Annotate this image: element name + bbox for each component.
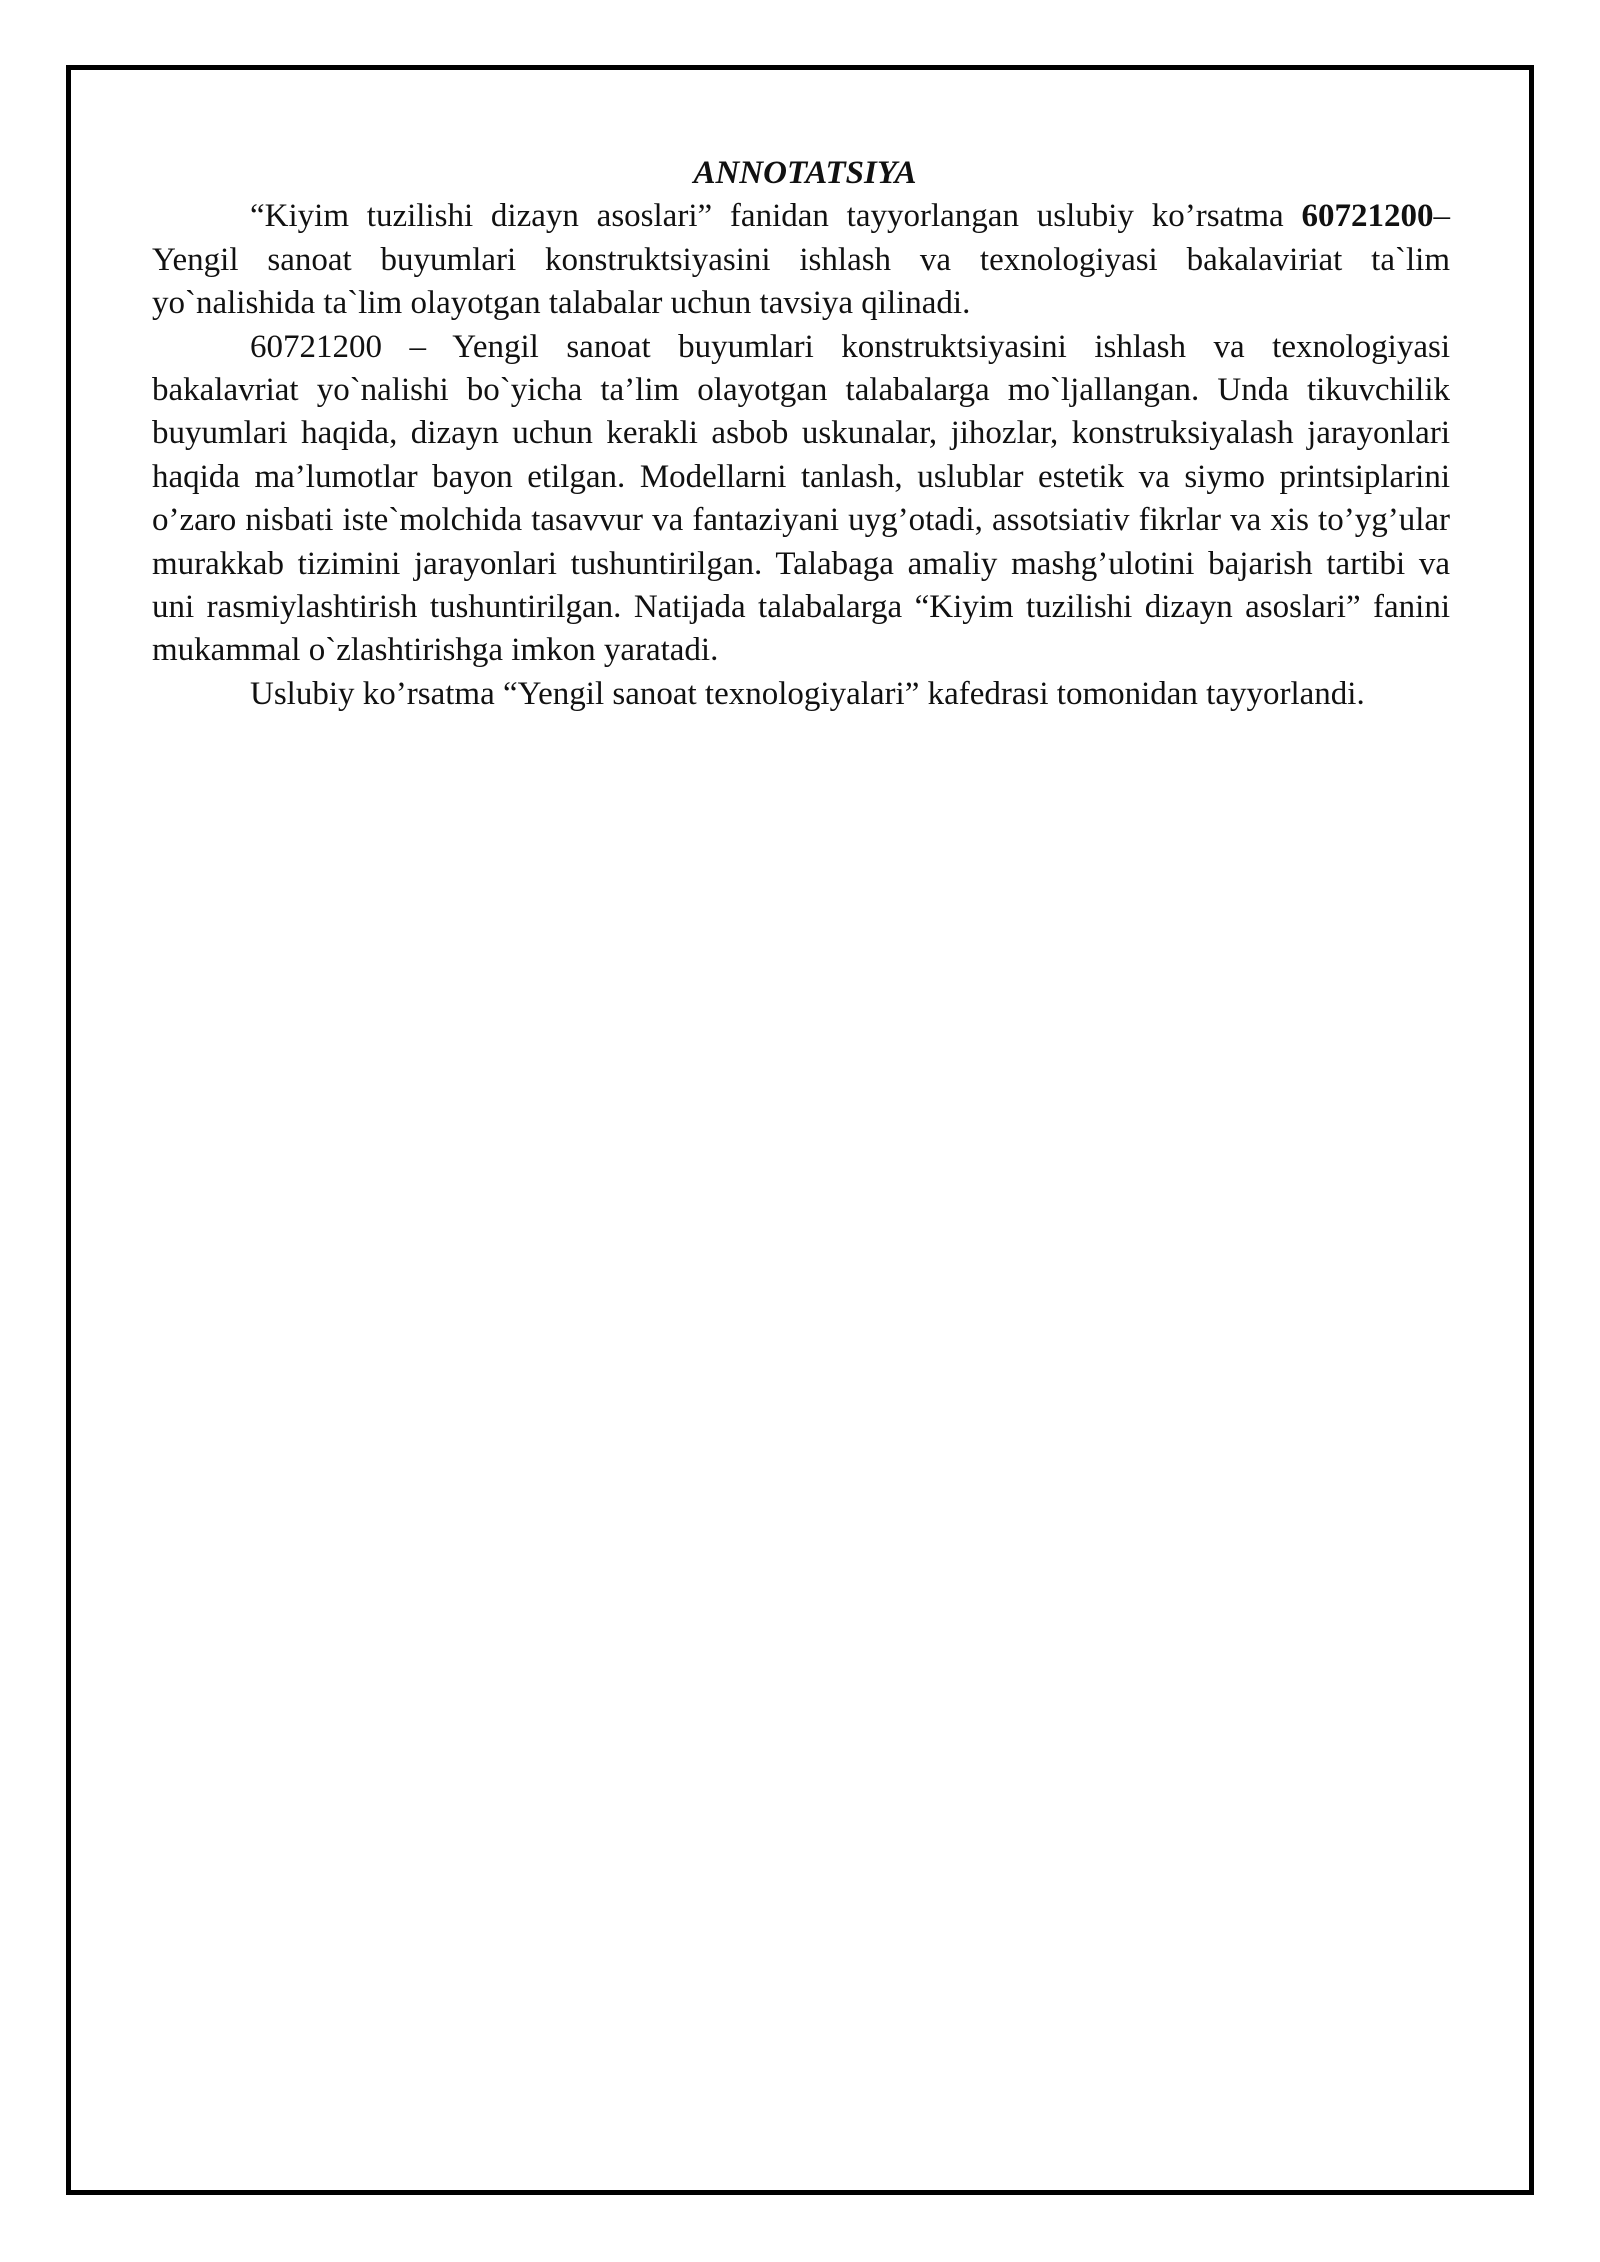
paragraph-1-rest: – Yengil sanoat buyumlari konstruktsiyasini ishlash va texnologiyasi bakalaviriat ta`lim yo`nalishida ta`lim olayotgan talabalar uchun tavsiya qilinadi. xyxy=(152,198,1450,322)
document-title: ANNOTATSIYA xyxy=(693,155,917,191)
paragraph-2: 60721200 – Yengil sanoat buyumlari konstruktsiyasini ishlash va texnologiyasi bakalavriat yo`nalishi bo`yicha ta’lim olayotgan talabalarga mo`ljallangan. Unda tikuvchilik buyumlari haqida, dizayn uchun kerakli asbob uskunalar, jihozlar, konstruksiyalash jarayonlari haqida ma’lumotlar bayon etilgan. Modellarni tanlash, uslublar estetik va siymo printsiplarini o’zaro nisbati iste`molchida tasavvur va fantaziyani uyg’otadi, assotsiativ fikrlar va xis to’yg’ular murakkab tizimini jarayonlari tushuntirilgan. Talabaga amaliy mashg’ulotini bajarish tartibi va uni rasmiylashtirish tushuntirilgan. Natijada talabalarga “Kiyim tuzilishi dizayn asoslari” fanini mukammal o`zlashtirishga imkon yaratadi. xyxy=(152,328,1450,669)
paragraph-1 xyxy=(152,195,1450,325)
program-code: 60721200 xyxy=(1301,198,1434,235)
paragraph-1-intro: “Kiyim tuzilishi dizayn asoslari” fanidan tayyorlangan uslubiy ko’rsatma xyxy=(250,198,1302,235)
paragraph-3: Uslubiy ko’rsatma “Yengil sanoat texnologiyalari” kafedrasi tomonidan tayyorlandi. xyxy=(250,675,1365,712)
document-body xyxy=(152,152,1450,716)
